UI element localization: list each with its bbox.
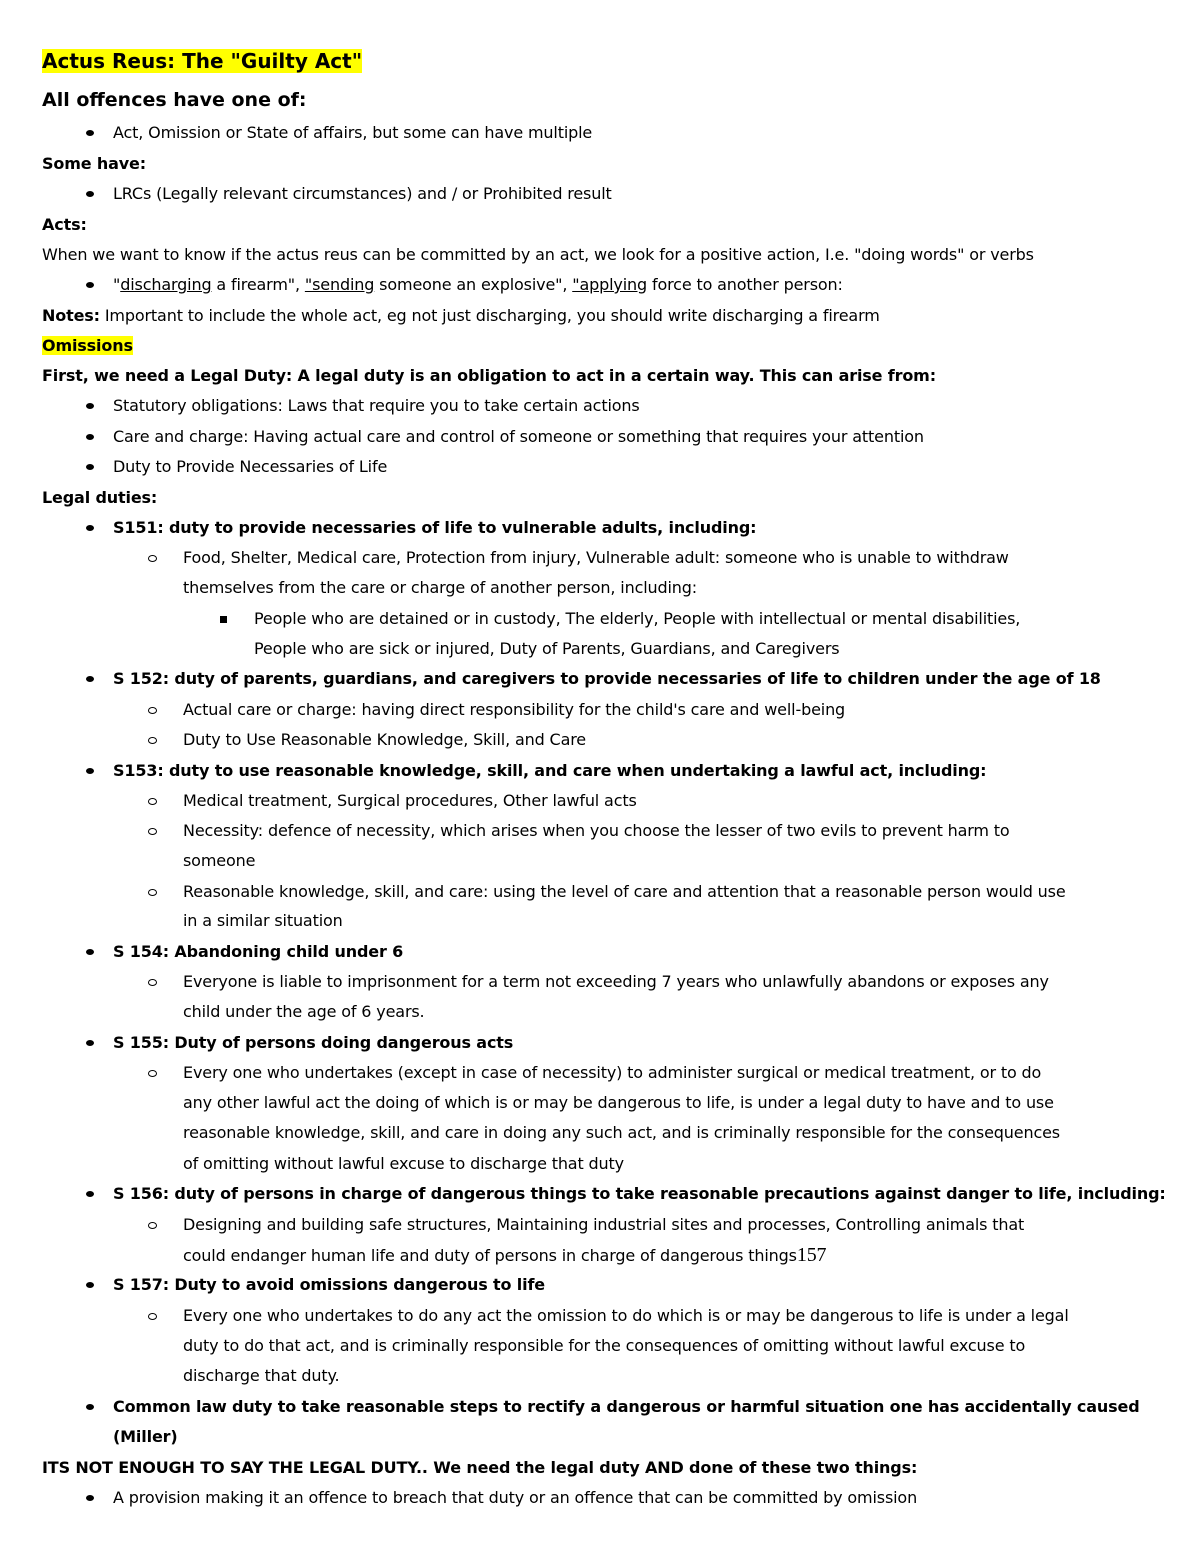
bullet-disc-icon bbox=[86, 676, 94, 682]
bullet-disc-icon bbox=[86, 1191, 94, 1197]
s155-heading: S 155: Duty of persons doing dangerous acts bbox=[113, 1033, 514, 1052]
bullet-disc-icon bbox=[86, 1282, 94, 1288]
list-item: Every one who undertakes to do any act the omission to do which is or may be dangerous to life is under a legal bbox=[183, 1306, 1069, 1325]
acts-text: When we want to know if the actus reus can be committed by an act, we look for a positive action, I.e. "doing words" or verbs bbox=[42, 245, 1034, 264]
bullet-disc-icon bbox=[86, 403, 94, 409]
list-item-continued: duty to do that act, and is criminally responsible for the consequences of omitting without lawful excuse to bbox=[183, 1336, 1026, 1355]
section-subtitle: All offences have one of: bbox=[42, 89, 307, 111]
list-item: LRCs (Legally relevant circumstances) and / or Prohibited result bbox=[113, 184, 612, 203]
list-item: Act, Omission or State of affairs, but some can have multiple bbox=[113, 123, 593, 142]
s151-heading: S151: duty to provide necessaries of life to vulnerable adults, including: bbox=[113, 518, 757, 537]
list-item: Actual care or charge: having direct responsibility for the child's care and well-being bbox=[183, 700, 846, 719]
list-item-continued: any other lawful act the doing of which is or may be dangerous to life, is under a legal duty to have and to use bbox=[183, 1093, 1054, 1112]
list-item-continued: themselves from the care or charge of another person, including: bbox=[183, 578, 698, 597]
list-item: Medical treatment, Surgical procedures, Other lawful acts bbox=[183, 791, 637, 810]
bullet-disc-icon bbox=[86, 130, 94, 136]
list-item: A provision making it an offence to breach that duty or an offence that can be committed by omission bbox=[113, 1488, 918, 1507]
bullet-circle-icon bbox=[148, 555, 157, 562]
list-item-continued: could endanger human life and duty of persons in charge of dangerous things157 bbox=[183, 1244, 827, 1266]
list-item: Statutory obligations: Laws that require you to take certain actions bbox=[113, 396, 640, 415]
bullet-circle-icon bbox=[148, 707, 157, 714]
bullet-circle-icon bbox=[148, 798, 157, 805]
bullet-disc-icon bbox=[86, 1040, 94, 1046]
bullet-square-icon bbox=[220, 616, 227, 623]
bullet-circle-icon bbox=[148, 737, 157, 744]
list-item: Everyone is liable to imprisonment for a term not exceeding 7 years who unlawfully abandons or exposes any bbox=[183, 972, 1049, 991]
bullet-disc-icon bbox=[86, 191, 94, 197]
list-item: Designing and building safe structures, Maintaining industrial sites and processes, Controlling animals that bbox=[183, 1215, 1025, 1234]
list-item-continued: in a similar situation bbox=[183, 911, 343, 930]
omissions-heading: Omissions bbox=[42, 336, 133, 355]
bullet-disc-icon bbox=[86, 949, 94, 955]
list-item: Necessity: defence of necessity, which arises when you choose the lesser of two evils to prevent harm to bbox=[183, 821, 1010, 840]
list-item: Duty to Provide Necessaries of Life bbox=[113, 457, 388, 476]
list-item: Food, Shelter, Medical care, Protection from injury, Vulnerable adult: someone who is unable to withdraw bbox=[183, 548, 1009, 567]
list-item: People who are detained or in custody, The elderly, People with intellectual or mental disabilities, bbox=[254, 609, 1021, 628]
list-item-continued: reasonable knowledge, skill, and care in doing any such act, and is criminally responsible for the consequences bbox=[183, 1123, 1060, 1142]
list-item: Every one who undertakes (except in case of necessity) to administer surgical or medical treatment, or to do bbox=[183, 1063, 1042, 1082]
bullet-disc-icon bbox=[86, 1495, 94, 1501]
omissions-intro: First, we need a Legal Duty: A legal duty is an obligation to act in a certain way. This can arise from: bbox=[42, 366, 936, 385]
list-item: Reasonable knowledge, skill, and care: using the level of care and attention that a reasonable person would use bbox=[183, 882, 1066, 901]
bullet-disc-icon bbox=[86, 282, 94, 288]
list-item-continued: People who are sick or injured, Duty of Parents, Guardians, and Caregivers bbox=[254, 639, 840, 658]
list-item: Duty to Use Reasonable Knowledge, Skill, and Care bbox=[183, 730, 587, 749]
acts-label: Acts: bbox=[42, 215, 87, 234]
bullet-circle-icon bbox=[148, 1222, 157, 1229]
s156-heading: S 156: duty of persons in charge of dangerous things to take reasonable precautions against danger to life, including: bbox=[113, 1184, 1166, 1203]
s154-heading: S 154: Abandoning child under 6 bbox=[113, 942, 404, 961]
not-enough-heading: ITS NOT ENOUGH TO SAY THE LEGAL DUTY.. We need the legal duty AND done of these two things: bbox=[42, 1458, 918, 1477]
bullet-disc-icon bbox=[86, 464, 94, 470]
some-have-label: Some have: bbox=[42, 154, 146, 173]
list-item-continued: child under the age of 6 years. bbox=[183, 1002, 425, 1021]
bullet-circle-icon bbox=[148, 889, 157, 896]
common-law-duty-continued: (Miller) bbox=[113, 1427, 178, 1446]
list-item-continued: discharge that duty. bbox=[183, 1366, 340, 1385]
bullet-disc-icon bbox=[86, 1404, 94, 1410]
acts-example: "discharging a firearm", "sending someone an explosive", "applying force to another person: bbox=[113, 275, 843, 294]
bullet-disc-icon bbox=[86, 434, 94, 440]
s153-heading: S153: duty to use reasonable knowledge, skill, and care when undertaking a lawful act, including: bbox=[113, 761, 987, 780]
bullet-circle-icon bbox=[148, 828, 157, 835]
list-item: Care and charge: Having actual care and control of someone or something that requires your attention bbox=[113, 427, 924, 446]
s157-heading: S 157: Duty to avoid omissions dangerous to life bbox=[113, 1275, 545, 1294]
list-item-continued: of omitting without lawful excuse to discharge that duty bbox=[183, 1154, 624, 1173]
bullet-circle-icon bbox=[148, 1313, 157, 1320]
list-item-continued: someone bbox=[183, 851, 256, 870]
page-title: Actus Reus: The "Guilty Act" bbox=[42, 49, 363, 73]
s152-heading: S 152: duty of parents, guardians, and caregivers to provide necessaries of life to children under the age of 18 bbox=[113, 669, 1101, 688]
bullet-disc-icon bbox=[86, 525, 94, 531]
notes: Notes: Important to include the whole act, eg not just discharging, you should write discharging a firearm bbox=[42, 306, 880, 325]
bullet-disc-icon bbox=[86, 768, 94, 774]
bullet-circle-icon bbox=[148, 979, 157, 986]
bullet-circle-icon bbox=[148, 1070, 157, 1077]
legal-duties-label: Legal duties: bbox=[42, 488, 158, 507]
common-law-duty: Common law duty to take reasonable steps to rectify a dangerous or harmful situation one has accidentally caused bbox=[113, 1397, 1140, 1416]
